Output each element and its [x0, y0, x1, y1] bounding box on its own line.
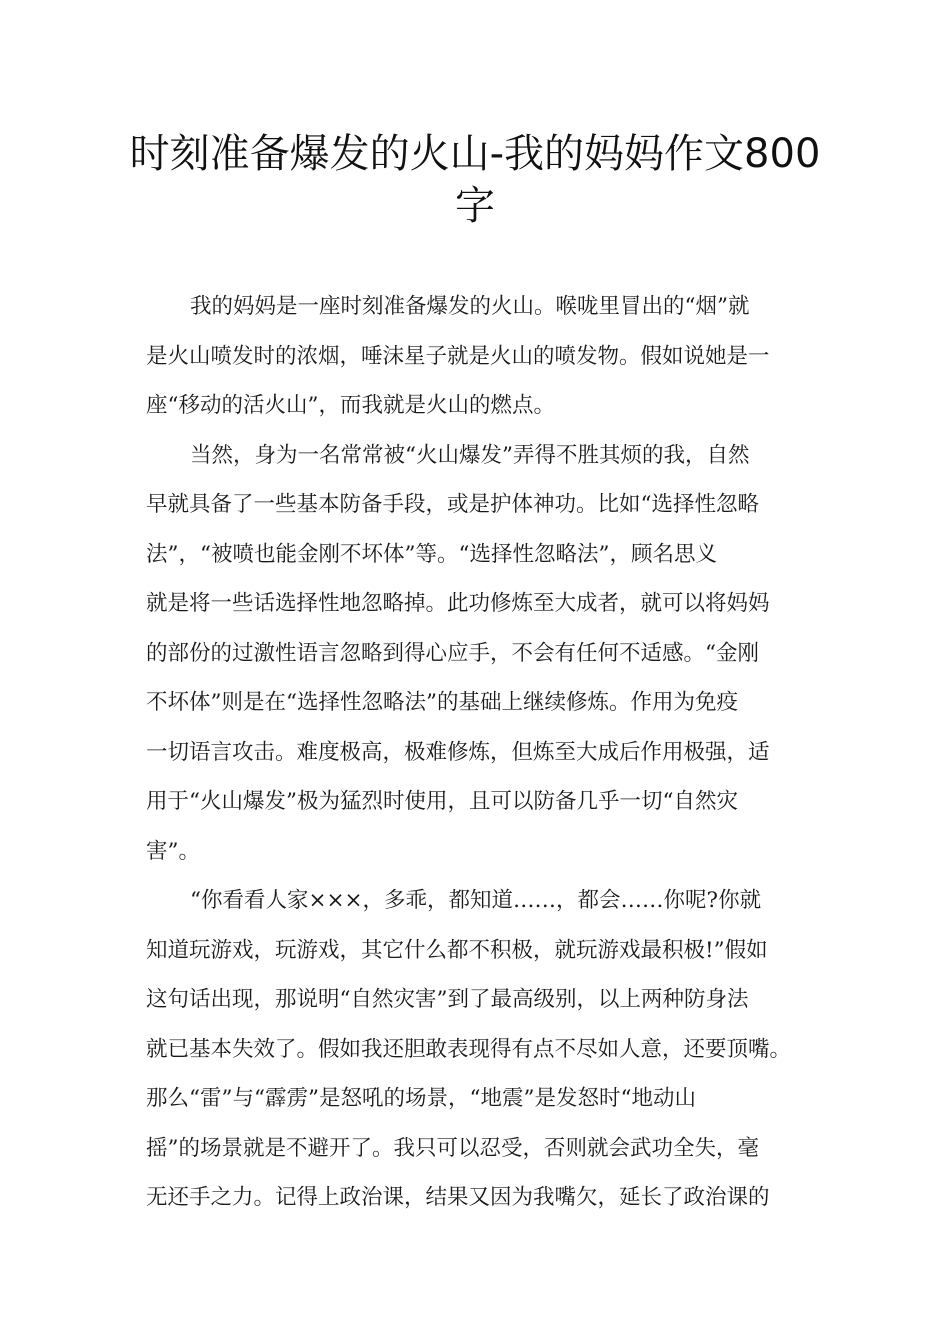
text-line: 的部份的过激性语言忽略到得心应手，不会有任何不适感。“金刚: [146, 640, 759, 666]
document-title: [120, 128, 830, 232]
paragraph-1: [146, 282, 814, 431]
text-line: 这句话出现，那说明“自然灾害”到了最高级别，以上两种防身法: [146, 987, 749, 1012]
text-line: 我的妈妈是一座时刻准备爆发的火山。喉咙里冒出的“烟”就: [190, 294, 750, 319]
text-line: 座“移动的活火山”，而我就是火山的燃点。: [146, 393, 555, 418]
text-line: 是火山喷发时的浓烟，唾沫星子就是火山的喷发物。假如说她是一: [146, 343, 770, 369]
text-line: 当然，身为一名常常被“火山爆发”弄得不胜其烦的我，自然: [190, 442, 750, 468]
text-line: 害”。: [146, 838, 200, 864]
text-line: 一切语言攻击。难度极高，极难修炼，但炼至大成后作用极强，适: [146, 739, 770, 765]
text-line: 用于“火山爆发”极为猛烈时使用，且可以防备几乎一切“自然灾: [146, 789, 738, 814]
text-line: 摇”的场景就是不避开了。我只可以忍受，否则就会武功全失，毫: [146, 1135, 759, 1161]
text-line: “你看看人家×××，多乖，都知道……，都会……你呢?你就: [190, 888, 762, 913]
paragraph-2: [146, 431, 814, 877]
text-line: 那么“雷”与“霹雳”是怒吼的场景，“地震”是发怒时“地动山: [146, 1086, 696, 1111]
text-line: 无还手之力。记得上政治课，结果又因为我嘴欠，延长了政治课的: [146, 1185, 770, 1210]
text-line: 就是将一些话选择性地忽略掉。此功修炼至大成者，就可以将妈妈: [146, 591, 770, 616]
text-line: 就已基本失效了。假如我还胆敢表现得有点不尽如人意，还要顶嘴。: [146, 1036, 792, 1062]
text-line: 知道玩游戏，玩游戏，其它什么都不积极，就玩游戏最积极!”假如: [146, 937, 768, 963]
text-line: 早就具备了一些基本防备手段，或是护体神功。比如“选择性忽略: [146, 492, 759, 517]
document-body: [146, 282, 814, 1223]
text-line: 法”，“被喷也能金刚不坏体”等。“选择性忽略法”，顾名思义: [146, 541, 717, 567]
title-line-2: 字: [455, 183, 495, 229]
text-line: 不坏体”则是在“选择性忽略法”的基础上继续修炼。作用为免疫: [146, 690, 738, 715]
paragraph-3: [146, 876, 814, 1223]
title-line-1: 时刻准备爆发的火山-我的妈妈作文800: [129, 131, 821, 177]
